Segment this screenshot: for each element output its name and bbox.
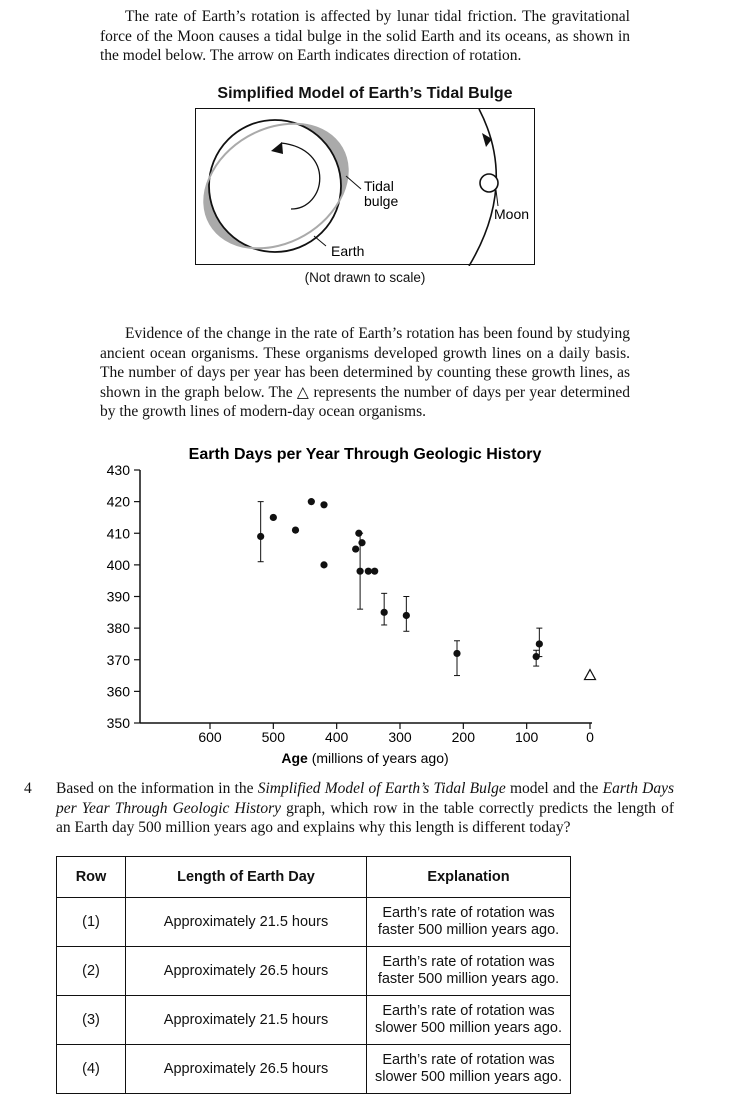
modern-day-triangle xyxy=(585,670,596,680)
explanation-line-2: slower 500 million years ago. xyxy=(375,1069,562,1085)
moon-label: Moon xyxy=(494,206,530,222)
explanation-line-1: Earth’s rate of rotation was xyxy=(382,954,555,970)
row-number: (4) xyxy=(57,1045,126,1094)
data-point xyxy=(371,568,378,575)
explanation-line-2: faster 500 million years ago. xyxy=(377,971,560,987)
table-body xyxy=(57,898,571,1094)
data-point xyxy=(352,545,359,552)
earth-label: Earth xyxy=(331,243,365,259)
x-axis-label-bold: Age xyxy=(281,750,308,766)
x-axis-label xyxy=(281,750,448,766)
x-tick-label: 300 xyxy=(388,729,412,745)
moon-circle xyxy=(480,174,498,192)
x-axis-label-rest: (millions of years ago) xyxy=(307,750,449,766)
question-italic-title: Simplified Model of Earth’s Tidal Bulge xyxy=(257,780,506,797)
answer-table xyxy=(56,856,571,1094)
y-tick-label: 360 xyxy=(106,683,130,700)
chart-title: Earth Days per Year Through Geologic History xyxy=(188,446,542,463)
day-length: Approximately 21.5 hours xyxy=(126,996,367,1045)
table-header-row xyxy=(57,857,571,898)
table-row[interactable] xyxy=(57,996,571,1045)
header-length: Length of Earth Day xyxy=(126,857,367,898)
x-ticks xyxy=(198,723,594,745)
row-number: (3) xyxy=(57,996,126,1045)
data-point xyxy=(357,568,364,575)
table-row[interactable] xyxy=(57,1045,571,1094)
model-caption: (Not drawn to scale) xyxy=(304,270,426,285)
question-number: 4 xyxy=(24,780,32,797)
moon-leader-line xyxy=(496,190,498,206)
data-points xyxy=(257,498,595,680)
y-ticks xyxy=(107,462,140,731)
y-tick-label: 370 xyxy=(106,651,130,668)
y-tick-label: 400 xyxy=(106,556,130,573)
explanation-line-2: faster 500 million years ago. xyxy=(377,922,560,938)
data-point xyxy=(292,526,299,533)
data-point xyxy=(381,609,388,616)
tidal-label-1: Tidal xyxy=(364,178,394,194)
explanation-line-1: Earth’s rate of rotation was xyxy=(382,1052,555,1068)
x-tick-label: 200 xyxy=(451,729,476,745)
question-text xyxy=(56,779,674,838)
explanation xyxy=(367,996,571,1045)
evidence-paragraph xyxy=(100,324,630,422)
data-point xyxy=(270,514,277,521)
y-tick-label: 390 xyxy=(106,588,130,605)
question-4 xyxy=(24,779,674,838)
explanation-line-1: Earth’s rate of rotation was xyxy=(382,1003,555,1019)
x-tick-label: 500 xyxy=(261,729,286,745)
explanation-line-2: slower 500 million years ago. xyxy=(375,1020,562,1036)
question-text-part: graph, which row in the table correctly predicts the length of an Earth day 500 million years ago and explains why this length is different today? xyxy=(56,799,675,836)
explanation-line-1: Earth’s rate of rotation was xyxy=(382,905,555,921)
question-italic-title: Earth Days per Year Through Geologic History xyxy=(56,780,675,817)
x-tick-label: 100 xyxy=(514,729,539,745)
data-point xyxy=(308,498,315,505)
y-tick-label: 420 xyxy=(106,493,130,510)
intro-paragraph xyxy=(100,7,630,66)
row-number: (1) xyxy=(57,898,126,947)
data-point xyxy=(320,561,327,568)
y-tick-label: 430 xyxy=(106,462,130,478)
header-explanation: Explanation xyxy=(367,857,571,898)
question-text-part: Based on the information in the xyxy=(56,780,258,797)
bulge-leader-line xyxy=(346,176,361,189)
days-per-year-chart xyxy=(60,440,620,770)
earth-leader-line xyxy=(314,236,326,246)
data-point xyxy=(365,568,372,575)
data-point xyxy=(320,501,327,508)
tidal-label-2: bulge xyxy=(364,193,399,209)
earth-circle xyxy=(209,120,341,252)
y-tick-label: 350 xyxy=(106,715,130,731)
data-point xyxy=(453,650,460,657)
y-tick-label: 380 xyxy=(106,620,130,637)
data-point xyxy=(403,612,410,619)
x-tick-label: 600 xyxy=(198,729,222,745)
header-row: Row xyxy=(57,857,126,898)
data-point xyxy=(536,640,543,647)
chart-axes xyxy=(140,470,592,723)
day-length: Approximately 26.5 hours xyxy=(126,1045,367,1094)
data-point xyxy=(358,539,365,546)
data-point xyxy=(257,533,264,540)
x-tick-label: 0 xyxy=(586,729,594,745)
y-tick-label: 410 xyxy=(106,525,130,542)
table-row[interactable] xyxy=(57,898,571,947)
evidence-text: Evidence of the change in the rate of Earth’s rotation has been found by studying ancient ocean organisms. These organisms developed growth lines on a daily basis. The number of days per year has been determined by counting these growth lines, as shown in the graph below. The △ represents the number of days per year determined by the growth lines of modern-day ocean organisms. xyxy=(100,325,630,420)
model-title: Simplified Model of Earth’s Tidal Bulge xyxy=(217,85,513,102)
tidal-bulge-model xyxy=(195,108,535,265)
day-length: Approximately 21.5 hours xyxy=(126,898,367,947)
explanation xyxy=(367,898,571,947)
x-tick-label: 400 xyxy=(324,729,349,745)
table-row[interactable] xyxy=(57,947,571,996)
explanation xyxy=(367,947,571,996)
intro-text: The rate of Earth’s rotation is affected by lunar tidal friction. The gravitational force of the Moon causes a tidal bulge in the solid Earth and its oceans, as shown in the model below. The arrow on Earth indicates direction of rotation. xyxy=(100,8,630,64)
row-number: (2) xyxy=(57,947,126,996)
question-text-part: model and the xyxy=(505,780,603,797)
day-length: Approximately 26.5 hours xyxy=(126,947,367,996)
explanation xyxy=(367,1045,571,1094)
model-diagram xyxy=(196,109,536,266)
